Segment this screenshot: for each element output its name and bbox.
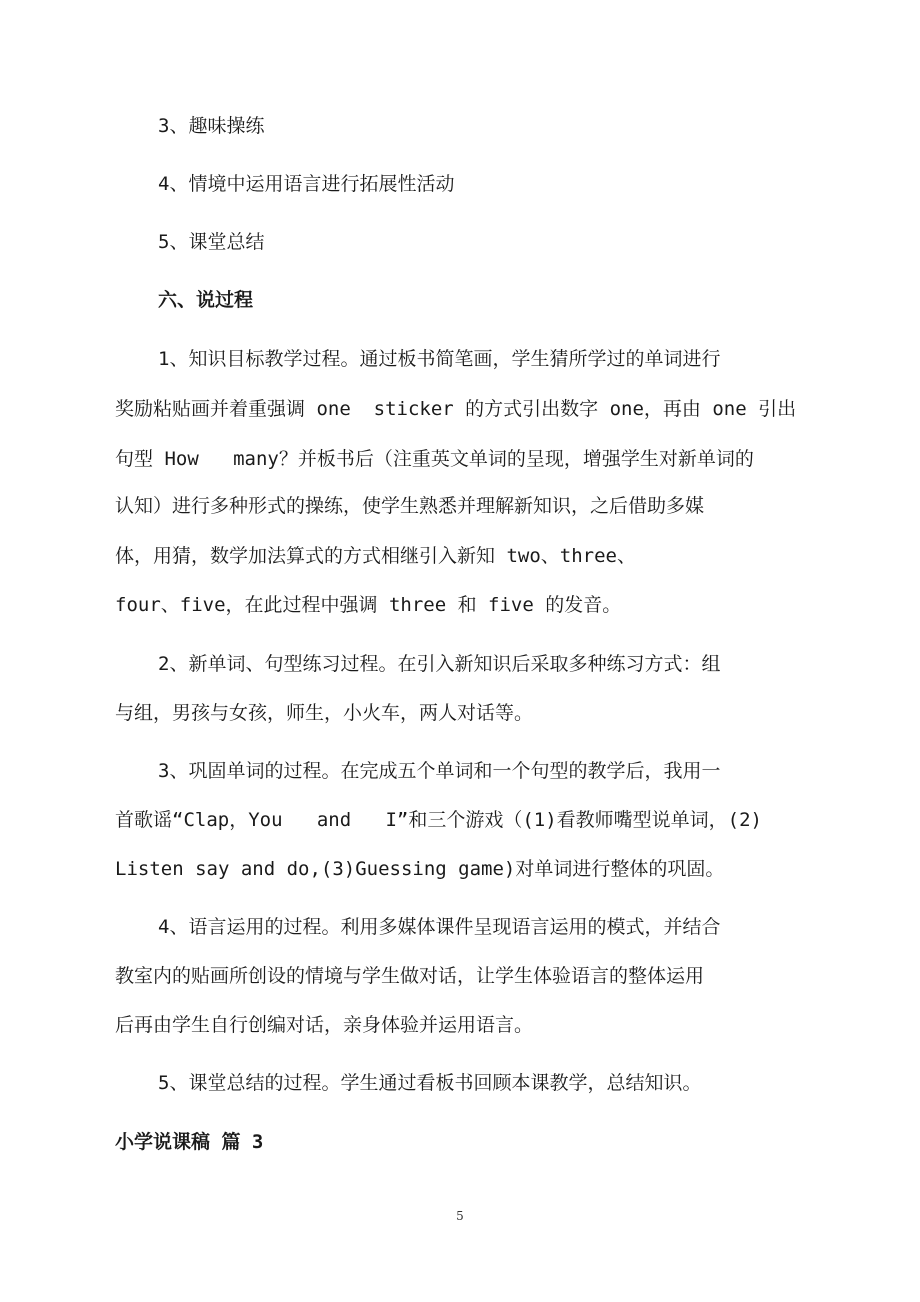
paragraph-line: 5、课堂总结的过程。学生通过看板书回顾本课教学，总结知识。 — [158, 1072, 702, 1094]
paragraph-line: 后再由学生自行创编对话，亲身体验并运用语言。 — [115, 1014, 534, 1036]
paragraph-line: Listen say and do,(3)Guessing game)对单词进行整体的巩固。 — [115, 858, 725, 880]
paragraph-line: 2、新单词、句型练习过程。在引入新知识后采取多种练习方式：组 — [158, 653, 721, 675]
paragraph-line: 奖励粘贴画并着重强调 one sticker 的方式引出数字 one，再由 one 引出 — [115, 398, 797, 420]
section-heading: 六、说过程 — [158, 289, 254, 311]
paragraph-line: 首歌谣“Clap，You and I”和三个游戏（(1)看教师嘴型说单词，(2) — [115, 809, 762, 831]
paragraph-line: four、five，在此过程中强调 three 和 five 的发音。 — [115, 594, 622, 616]
paragraph-line: 1、知识目标教学过程。通过板书简笔画，学生猜所学过的单词进行 — [158, 348, 721, 370]
paragraph-line: 与组，男孩与女孩，师生，小火车，两人对话等。 — [115, 702, 534, 724]
paragraph-line: 教室内的贴画所创设的情境与学生做对话，让学生体验语言的整体运用 — [115, 965, 705, 987]
paragraph-line: 体，用猜，数学加法算式的方式相继引入新知 two、three、 — [115, 545, 636, 567]
list-item: 5、课堂总结 — [158, 231, 265, 253]
paragraph-line: 认知）进行多种形式的操练，使学生熟悉并理解新知识，之后借助多媒 — [115, 495, 705, 517]
paragraph-line: 3、巩固单词的过程。在完成五个单词和一个句型的教学后，我用一 — [158, 760, 721, 782]
list-item: 3、趣味操练 — [158, 115, 265, 137]
next-section-heading: 小学说课稿 篇 3 — [115, 1131, 264, 1153]
page-number: 5 — [456, 1209, 464, 1223]
paragraph-line: 4、语言运用的过程。利用多媒体课件呈现语言运用的模式，并结合 — [158, 916, 721, 938]
paragraph-line: 句型 How many？并板书后（注重英文单词的呈现，增强学生对新单词的 — [115, 448, 754, 470]
list-item: 4、情境中运用语言进行拓展性活动 — [158, 173, 455, 195]
